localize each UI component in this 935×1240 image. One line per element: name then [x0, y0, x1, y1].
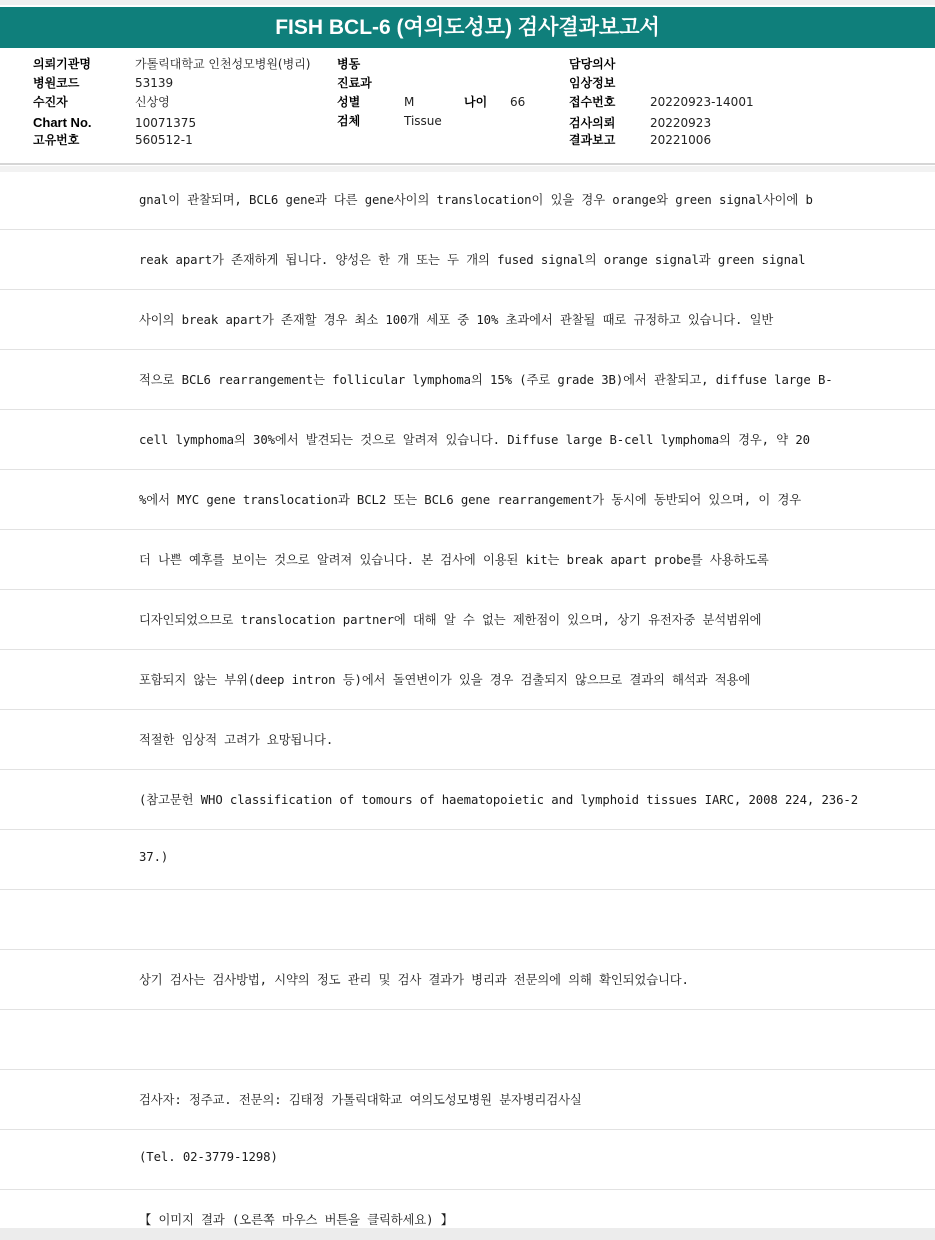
label-institution: 의뢰기관명: [33, 57, 91, 71]
line-text: 포함되지 않는 부위(deep intron 등)에서 돌연변이가 있을 경우 검출되지 않으므로 결과의 해석과 적용에: [139, 673, 751, 687]
label-report-date: 결과보고: [569, 133, 616, 147]
report-line: [0, 590, 935, 650]
value-chart-no: 10071375: [135, 116, 197, 130]
patient-info-header: [0, 48, 935, 166]
report-line: [0, 890, 935, 950]
line-text: cell lymphoma의 30%에서 발견되는 것으로 알려져 있습니다. Diffuse large B-cell lymphoma의 경우, 약 20: [139, 433, 810, 447]
line-text: 디자인되었으므로 translocation partner에 대해 알 수 없는 제한점이 있으며, 상기 유전자중 분석범위에: [139, 613, 762, 627]
label-clinical-info: 임상정보: [569, 76, 616, 90]
bottom-scroll-strip: [0, 1228, 935, 1240]
value-receipt-no: 20220923-14001: [650, 95, 754, 109]
line-text: 검사자: 정주교. 전문의: 김태정 가톨릭대학교 여의도성모병원 분자병리검사실: [139, 1093, 582, 1107]
image-result-text[interactable]: 【 이미지 결과 (오른쪽 마우스 버튼을 클릭하세요) 】: [139, 1213, 453, 1227]
line-text: 상기 검사는 검사방법, 시약의 정도 관리 및 검사 결과가 병리과 전문의에 의해 확인되었습니다.: [139, 973, 689, 987]
report-line: [0, 350, 935, 410]
label-specimen: 검체: [337, 114, 361, 128]
line-text: 적절한 임상적 고려가 요망됩니다.: [139, 733, 334, 747]
label-ward: 병동: [337, 57, 361, 71]
report-line: [0, 470, 935, 530]
value-specimen: Tissue: [404, 114, 442, 128]
line-text: 37.): [139, 850, 169, 864]
line-text: 사이의 break apart가 존재할 경우 최소 100개 세포 중 10% 초과에서 관찰될 때로 규정하고 있습니다. 일반: [139, 313, 774, 327]
label-receipt-no: 접수번호: [569, 95, 616, 109]
line-text: (Tel. 02-3779-1298): [139, 1150, 278, 1164]
label-patient: 수진자: [33, 95, 68, 109]
report-title: FISH BCL-6 (여의도성모) 검사결과보고서: [0, 7, 935, 49]
top-edge: [0, 0, 935, 5]
label-unique-id: 고유번호: [33, 133, 80, 147]
line-text: 더 나쁜 예후를 보이는 것으로 알려져 있습니다. 본 검사에 이용된 kit는 break apart probe를 사용하도록: [139, 553, 769, 567]
line-text: (참고문헌 WHO classification of tomours of haematopoietic and lymphoid tissues IARC, 2008 224, 236-2: [139, 793, 859, 807]
label-sex: 성별: [337, 95, 361, 109]
line-text: reak apart가 존재하게 됩니다. 양성은 한 개 또는 두 개의 fused signal의 orange signal과 green signal: [139, 253, 806, 267]
report-line: [0, 530, 935, 590]
label-department: 진료과: [337, 76, 372, 90]
header-divider: [0, 163, 935, 165]
report-line: [0, 770, 935, 830]
report-line: [0, 950, 935, 1010]
value-sex: M: [404, 95, 415, 109]
value-patient: 신상영: [135, 95, 170, 109]
report-line: [0, 1010, 935, 1070]
report-line: [0, 710, 935, 770]
report-line: [0, 410, 935, 470]
report-line: [0, 1070, 935, 1130]
line-text: 적으로 BCL6 rearrangement는 follicular lymphoma의 15% (주로 grade 3B)에서 관찰되고, diffuse large B-: [139, 373, 833, 387]
report-line: [0, 230, 935, 290]
report-line: [0, 290, 935, 350]
label-hospital-code: 병원코드: [33, 76, 80, 90]
line-text: %에서 MYC gene translocation과 BCL2 또는 BCL6 gene rearrangement가 동시에 동반되어 있으며, 이 경우: [139, 493, 801, 507]
label-doctor: 담당의사: [569, 57, 616, 71]
report-line: [0, 1130, 935, 1190]
label-request-date: 검사의뢰: [569, 116, 616, 130]
report-body: [0, 170, 935, 1240]
line-text: gnal이 관찰되며, BCL6 gene과 다른 gene사이의 translocation이 있을 경우 orange와 green signal사이에 b: [139, 193, 813, 207]
value-age: 66: [510, 95, 526, 109]
label-chart-no: Chart No.: [33, 115, 92, 130]
value-unique-id: 560512-1: [135, 133, 193, 147]
report-line: [0, 170, 935, 230]
value-institution: 가톨릭대학교 인천성모병원(병리): [135, 57, 311, 71]
label-age: 나이: [464, 95, 488, 109]
value-request-date: 20220923: [650, 116, 712, 130]
value-report-date: 20221006: [650, 133, 712, 147]
report-line: [0, 650, 935, 710]
value-hospital-code: 53139: [135, 76, 174, 90]
report-line: [0, 830, 935, 890]
